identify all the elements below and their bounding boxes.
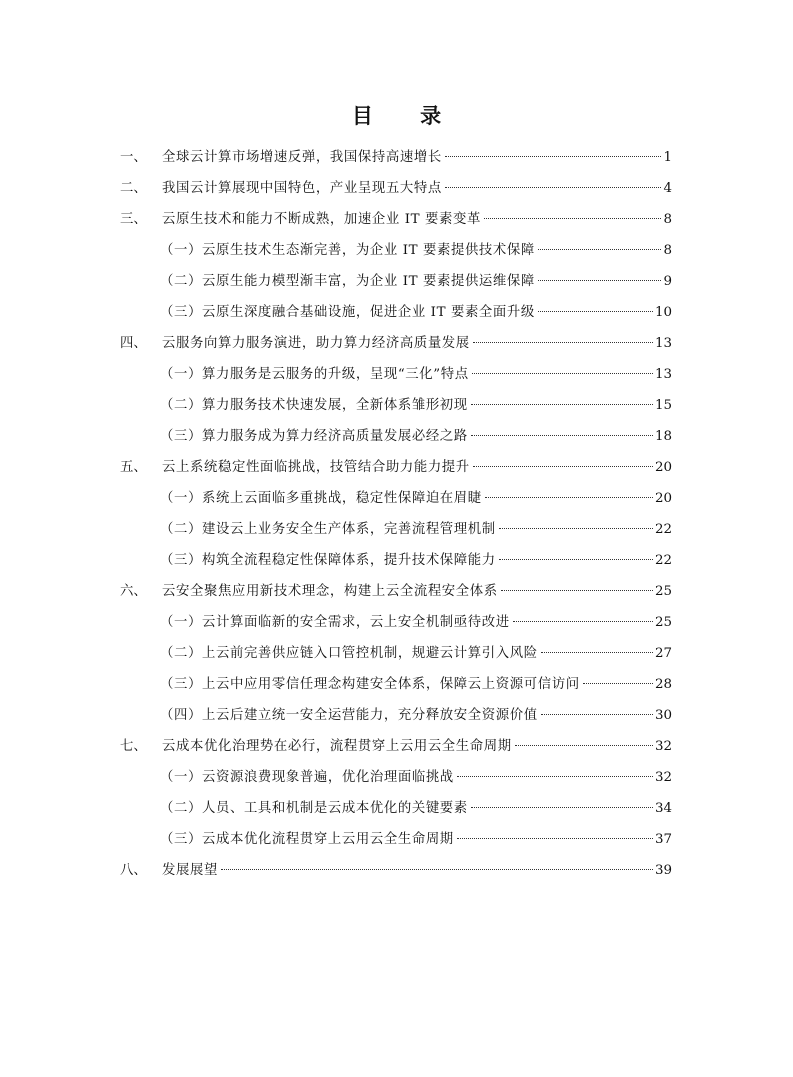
- dot-leader: [457, 838, 653, 839]
- toc-subentry[interactable]: [120, 266, 672, 297]
- toc-subentry[interactable]: [120, 824, 672, 855]
- toc-page-number: 15: [654, 398, 672, 413]
- toc-entry-text: （三）构筑全流程稳定性保障体系，提升技术保障能力: [160, 553, 496, 568]
- toc-entry-text: 云服务向算力服务演进，助力算力经济高质量发展: [162, 336, 470, 351]
- dot-leader: [538, 249, 662, 250]
- dot-leader: [499, 559, 653, 560]
- toc-entry[interactable]: [120, 855, 672, 886]
- toc-subentry[interactable]: [120, 514, 672, 545]
- dot-leader: [515, 745, 653, 746]
- dot-leader: [445, 156, 662, 157]
- dot-leader: [583, 683, 653, 684]
- toc-entry-text: 云上系统稳定性面临挑战，技管结合助力能力提升: [162, 460, 470, 475]
- toc-page-number: 18: [654, 429, 672, 444]
- toc-page-number: 28: [654, 677, 672, 692]
- toc-page-number: 22: [654, 553, 672, 568]
- toc-subentry[interactable]: [120, 793, 672, 824]
- toc-entry-text: 我国云计算展现中国特色，产业呈现五大特点: [162, 181, 442, 196]
- dot-leader: [538, 280, 662, 281]
- toc-page-number: 20: [654, 491, 672, 506]
- toc-entry-text: （三）算力服务成为算力经济高质量发展必经之路: [160, 429, 468, 444]
- toc-entry[interactable]: [120, 328, 672, 359]
- toc-page-number: 32: [654, 739, 672, 754]
- toc-page-number: 8: [663, 212, 672, 227]
- dot-leader: [499, 528, 653, 529]
- toc-page-number: 32: [654, 770, 672, 785]
- toc-entry-number: 四、: [120, 336, 147, 351]
- toc-entry-text: （一）云资源浪费现象普遍，优化治理面临挑战: [160, 770, 454, 785]
- toc-page-number: 30: [654, 708, 672, 723]
- dot-leader: [473, 466, 653, 467]
- toc-entry[interactable]: [120, 452, 672, 483]
- toc-entry-text: （二）人员、工具和机制是云成本优化的关键要素: [160, 801, 468, 816]
- dot-leader: [538, 311, 653, 312]
- toc-subentry[interactable]: [120, 421, 672, 452]
- toc-entry-number: 二、: [120, 181, 147, 196]
- toc-entry[interactable]: [120, 576, 672, 607]
- toc-entry-number: 五、: [120, 460, 147, 475]
- toc-entry-text: （二）上云前完善供应链入口管控机制，规避云计算引入风险: [160, 646, 538, 661]
- toc-page-number: 13: [654, 367, 672, 382]
- toc-page-number: 37: [654, 832, 672, 847]
- dot-leader: [541, 714, 653, 715]
- toc-page-number: 39: [654, 863, 672, 878]
- dot-leader: [484, 218, 662, 219]
- dot-leader: [472, 373, 653, 374]
- toc-entry-number: 八、: [120, 863, 147, 878]
- toc-page-number: 4: [663, 181, 672, 196]
- toc-entry-text: （四）上云后建立统一安全运营能力，充分释放安全资源价值: [160, 708, 538, 723]
- toc-subentry[interactable]: [120, 359, 672, 390]
- toc-entry[interactable]: [120, 204, 672, 235]
- toc-subentry[interactable]: [120, 669, 672, 700]
- dot-leader: [445, 187, 662, 188]
- toc-entry-text: （一）云原生技术生态渐完善，为企业 IT 要素提供技术保障: [160, 243, 535, 258]
- toc-subentry[interactable]: [120, 235, 672, 266]
- toc-entry-text: （一）系统上云面临多重挑战，稳定性保障迫在眉睫: [160, 491, 482, 506]
- toc-page-number: 34: [654, 801, 672, 816]
- toc-entry-text: （二）建设云上业务安全生产体系，完善流程管理机制: [160, 522, 496, 537]
- toc-page-number: 10: [654, 305, 672, 320]
- page-title: 目 录: [351, 104, 462, 128]
- toc-entry-text: 全球云计算市场增速反弹，我国保持高速增长: [162, 150, 442, 165]
- toc-page-number: 25: [654, 584, 672, 599]
- toc-entry[interactable]: [120, 731, 672, 762]
- toc-page-number: 8: [663, 243, 672, 258]
- toc-page-number: 1: [663, 150, 672, 165]
- dot-leader: [471, 404, 653, 405]
- toc-entry[interactable]: [120, 142, 672, 173]
- toc-entry-text: 发展展望: [162, 863, 218, 878]
- toc-subentry[interactable]: [120, 607, 672, 638]
- toc-entry-text: 云成本优化治理势在必行，流程贯穿上云用云全生命周期: [162, 739, 512, 754]
- dot-leader: [473, 342, 653, 343]
- toc-entry-number: 三、: [120, 212, 147, 227]
- toc-entry-text: （二）云原生能力模型渐丰富，为企业 IT 要素提供运维保障: [160, 274, 535, 289]
- dot-leader: [513, 621, 653, 622]
- toc-entry-text: 云安全聚焦应用新技术理念，构建上云全流程安全体系: [162, 584, 498, 599]
- dot-leader: [457, 776, 653, 777]
- toc-subentry[interactable]: [120, 545, 672, 576]
- dot-leader: [541, 652, 653, 653]
- toc-page-number: 9: [663, 274, 672, 289]
- toc-entry-text: （一）云计算面临新的安全需求，云上安全机制亟待改进: [160, 615, 510, 630]
- toc-page-number: 13: [654, 336, 672, 351]
- toc-subentry[interactable]: [120, 297, 672, 328]
- dot-leader: [485, 497, 653, 498]
- toc-entry-number: 六、: [120, 584, 147, 599]
- dot-leader: [501, 590, 653, 591]
- toc-entry-text: （三）云原生深度融合基础设施，促进企业 IT 要素全面升级: [160, 305, 535, 320]
- dot-leader: [221, 869, 653, 870]
- toc-entry[interactable]: [120, 173, 672, 204]
- toc-entry-number: 一、: [120, 150, 147, 165]
- toc-entry-number: 七、: [120, 739, 147, 754]
- toc-page-number: 25: [654, 615, 672, 630]
- toc-entry-text: （三）云成本优化流程贯穿上云用云全生命周期: [160, 832, 454, 847]
- toc-entry-text: （三）上云中应用零信任理念构建安全体系，保障云上资源可信访问: [160, 677, 580, 692]
- toc-subentry[interactable]: [120, 638, 672, 669]
- toc-page-number: 22: [654, 522, 672, 537]
- toc-page-number: 20: [654, 460, 672, 475]
- toc-list: [120, 142, 672, 886]
- toc-subentry[interactable]: [120, 483, 672, 514]
- dot-leader: [471, 435, 653, 436]
- toc-entry-text: （二）算力服务技术快速发展，全新体系雏形初现: [160, 398, 468, 413]
- toc-page-number: 27: [654, 646, 672, 661]
- toc-entry-text: （一）算力服务是云服务的升级，呈现“三化”特点: [160, 367, 469, 382]
- toc-subentry[interactable]: [120, 700, 672, 731]
- toc-subentry[interactable]: [120, 762, 672, 793]
- toc-entry-text: 云原生技术和能力不断成熟，加速企业 IT 要素变革: [162, 212, 481, 227]
- dot-leader: [471, 807, 653, 808]
- toc-subentry[interactable]: [120, 390, 672, 421]
